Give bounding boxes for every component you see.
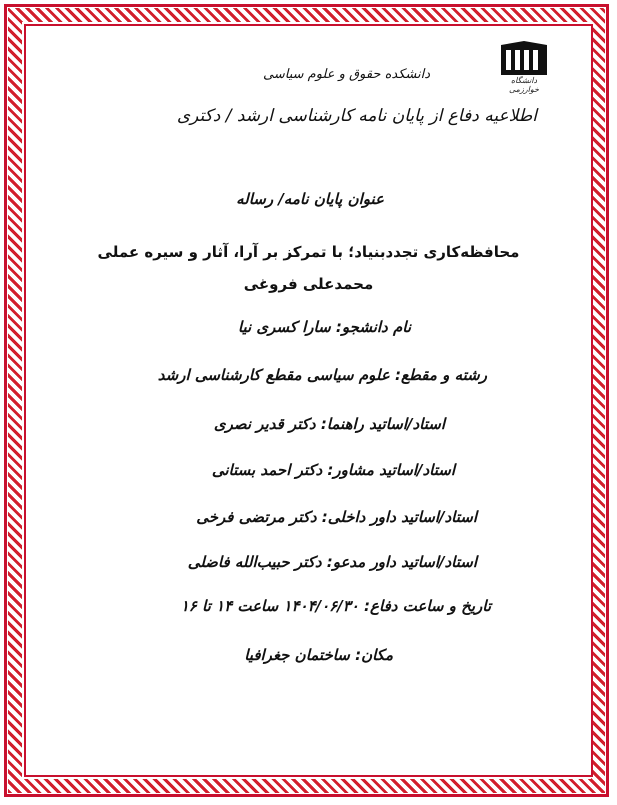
defense-place: مکان: ساختمان جغرافیا <box>244 646 393 664</box>
advisor: استاد/اساتید راهنما: دکتر قدیر نصری <box>213 415 445 433</box>
defense-datetime: تاریخ و ساعت دفاع: ۱۴۰۴/۰۶/۳۰ ساعت ۱۴ تا ۱۶ <box>180 597 491 615</box>
announcement-title: اطلاعیه دفاع از پایان نامه کارشناسی ارشد / دکتری <box>176 106 537 126</box>
field-and-degree: رشته و مقطع: علوم سیاسی مقطع کارشناسی ارشد <box>157 366 487 384</box>
inner-frame <box>24 24 593 777</box>
student-name: نام دانشجو: سارا کسری نیا <box>237 318 411 336</box>
consultant: استاد/اساتید مشاور: دکتر احمد بستانی <box>211 461 455 479</box>
internal-examiner: استاد/اساتید داور داخلی: دکتر مرتضی فرخی <box>196 508 477 526</box>
logo-caption: دانشگاه خوارزمی <box>509 76 539 94</box>
faculty-name: دانشکده حقوق و علوم سیاسی <box>263 67 430 82</box>
thesis-title: محافظه‌کاری تجددبنیاد؛ با تمرکز بر آرا، آثار و سیره عملی محمدعلی فروغی <box>97 243 520 293</box>
external-examiner: استاد/اساتید داور مدعو: دکتر حبیب‌الله فاضلی <box>187 553 477 571</box>
thesis-label: عنوان پایان نامه/ رساله <box>236 190 384 208</box>
